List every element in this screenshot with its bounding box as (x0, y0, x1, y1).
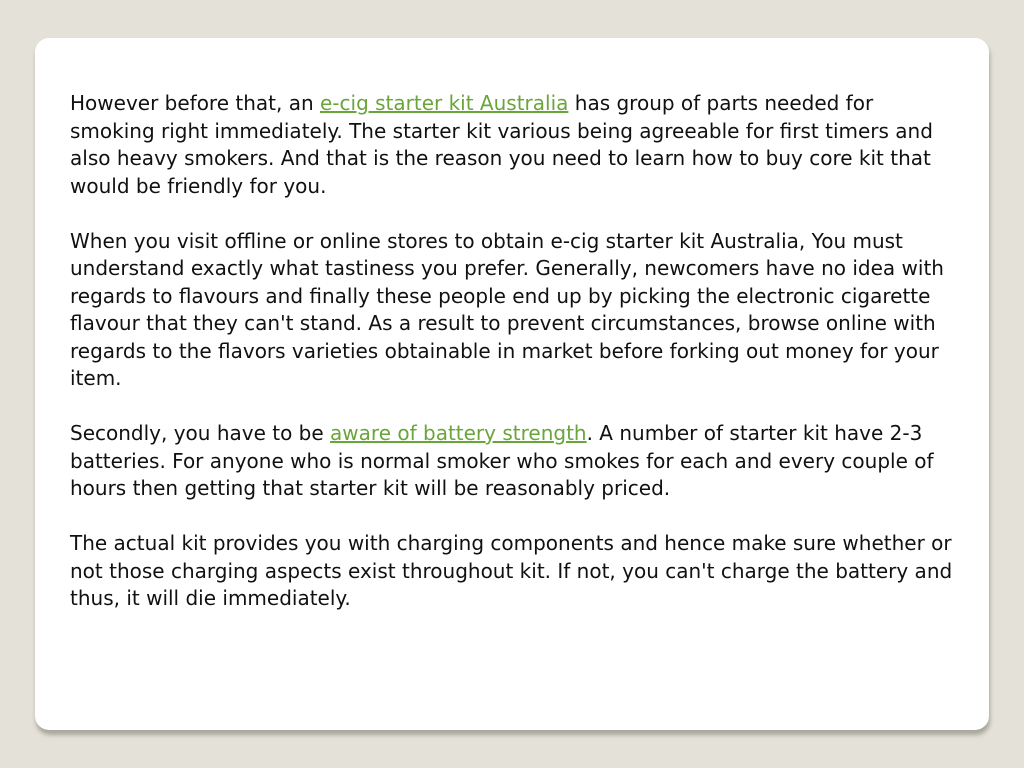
paragraph-battery (70, 420, 960, 503)
paragraph-intro-before: However before that, an (70, 91, 320, 115)
paragraph-flavours: When you visit offline or online stores to obtain e-cig starter kit Australia, You must understand exactly what tastiness you prefer. Generally, newcomers have no idea with regards to flavours and finally these people end up by picking the electronic cigarette flavour that they can't stand. As a result to prevent circumstances, browse online with regards to the flavors varieties obtainable in market before forking out money for your item. (70, 228, 944, 390)
paragraph-battery-before: Secondly, you have to be (70, 421, 331, 445)
paragraph-battery-after: . A number of starter kit have 2-3 batteries. For anyone who is normal smoker who smokes for each and every couple of hours then getting that starter kit will be reasonably priced. (70, 421, 934, 500)
link-ecig-starter-kit[interactable]: e-cig starter kit Australia (320, 91, 569, 115)
slide-content (70, 90, 960, 640)
paragraph-charging: The actual kit provides you with charging components and hence make sure whether or not those charging aspects exist throughout kit. If not, you can't charge the battery and thus, it will die immediately. (70, 531, 953, 610)
paragraph-intro-after: has group of parts needed for smoking right immediately. The starter kit various being agreeable for first timers and also heavy smokers. And that is the reason you need to learn how to buy core kit that would be friendly for you. (70, 91, 933, 198)
slide-card (35, 38, 989, 730)
link-battery-strength[interactable]: aware of battery strength (330, 421, 587, 445)
paragraph-intro (70, 90, 960, 200)
